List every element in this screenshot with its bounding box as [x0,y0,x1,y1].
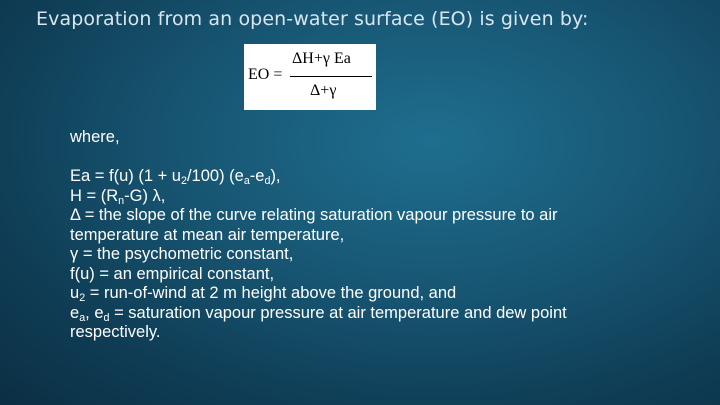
formula-numerator: ΔH+γ Ea [292,50,351,67]
vapour-pressure-definition: $e_a$, $e_d$ = saturation vapour pressure at air temperature and dew point [70,303,567,324]
formula-denominator: Δ+γ [310,82,337,99]
intro-line: where, [70,128,120,146]
ea-definition: Ea = f(u) $(1 + u_2/100)$ $(e_a-e_d)$, [70,167,281,188]
spacer [70,148,690,168]
h-definition: $H = (R_n-G)$ λ, [70,186,166,207]
definitions-block [70,128,690,343]
vapour-pressure-definition-cont: respectively. [70,323,161,341]
formula-lhs: EO = [248,66,283,83]
slide-title: Evaporation from an open-water surface (EO) is given by: [36,8,589,30]
delta-definition-line1: Δ = the slope of the curve relating saturation vapour pressure to air [70,206,558,224]
delta-definition-line2: temperature at mean air temperature, [70,225,345,244]
fraction-bar [290,76,372,77]
fu-definition: f(u) = an empirical constant, [70,264,275,283]
evaporation-formula [244,44,376,110]
u2-definition: $u_2$ = run-of-wind at 2 m height above the ground, and [70,284,457,305]
gamma-definition: γ = the psychometric constant, [70,245,294,263]
